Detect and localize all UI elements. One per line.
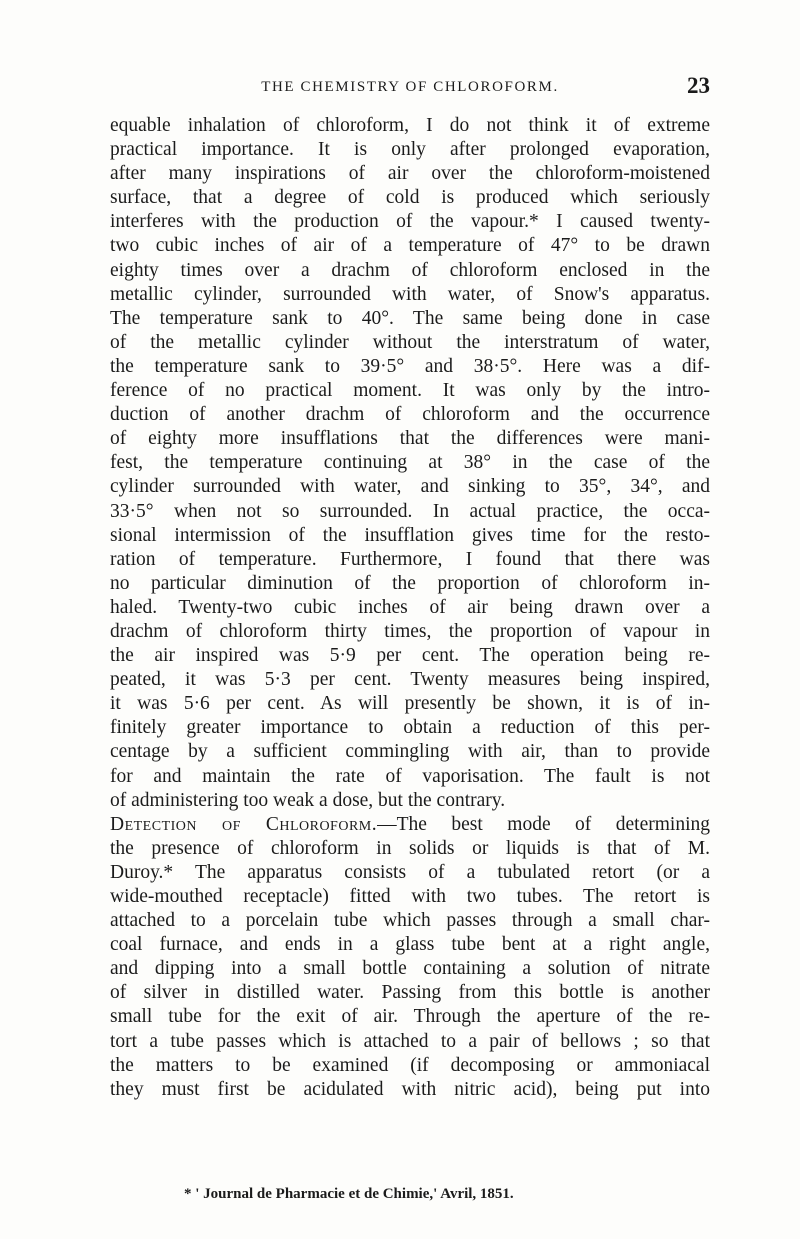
text-line: eighty times over a drachm of chloroform enclosed in the bbox=[110, 259, 710, 281]
text-line: two cubic inches of air of a temperature of 47° to be drawn bbox=[110, 235, 710, 257]
text-line: interferes with the production of the vapour.* I caused twenty- bbox=[110, 211, 710, 233]
text-line: the temperature sank to 39·5° and 38·5°. Here was a dif- bbox=[110, 355, 710, 377]
text-line: attached to a porcelain tube which passes through a small char- bbox=[110, 910, 710, 932]
text-line: after many inspirations of air over the chloroform-moistened bbox=[110, 163, 710, 185]
text-line: finitely greater importance to obtain a reduction of this per- bbox=[110, 717, 710, 739]
body-text bbox=[110, 114, 710, 1102]
text-line: cylinder surrounded with water, and sinking to 35°, 34°, and bbox=[110, 476, 710, 498]
text-line: 33·5° when not so surrounded. In actual practice, the occa- bbox=[110, 500, 710, 522]
text-line: surface, that a degree of cold is produced which seriously bbox=[110, 187, 710, 209]
text-line: they must first be acidulated with nitric acid), being put into bbox=[110, 1078, 710, 1100]
text-line: coal furnace, and ends in a glass tube bent at a right angle, bbox=[110, 934, 710, 956]
running-title: THE CHEMISTRY OF CHLOROFORM. bbox=[261, 79, 559, 95]
text-line: drachm of chloroform thirty times, the proportion of vapour in bbox=[110, 620, 710, 642]
text-line: duction of another drachm of chloroform and the occurrence bbox=[110, 404, 710, 426]
text-line: it was 5·6 per cent. As will presently be shown, it is of in- bbox=[110, 693, 710, 715]
text-line: The temperature sank to 40°. The same being done in case bbox=[110, 307, 710, 329]
section-first-line bbox=[110, 813, 710, 837]
text-line: tort a tube passes which is attached to a pair of bellows ; so that bbox=[110, 1030, 710, 1052]
text-line: sional intermission of the insufflation gives time for the resto- bbox=[110, 524, 710, 546]
text-line: of administering too weak a dose, but the contrary. bbox=[110, 789, 506, 811]
text-line: of the metallic cylinder without the interstratum of water, bbox=[110, 331, 710, 353]
text-line: and dipping into a small bottle containing a solution of nitrate bbox=[110, 958, 710, 980]
text-line: peated, it was 5·3 per cent. Twenty measures being inspired, bbox=[110, 669, 710, 691]
text-line: of eighty more insufflations that the differences were mani- bbox=[110, 428, 710, 450]
section-heading: Detection of Chloroform. bbox=[110, 813, 378, 835]
section-first-line-rest: —The best mode of determining bbox=[377, 813, 710, 835]
text-line: Duroy.* The apparatus consists of a tubulated retort (or a bbox=[110, 861, 710, 883]
text-line: no particular diminution of the proportion of chloroform in- bbox=[110, 572, 710, 594]
text-line: for and maintain the rate of vaporisation. The fault is not bbox=[110, 765, 710, 787]
text-line: small tube for the exit of air. Through the aperture of the re- bbox=[110, 1006, 710, 1028]
text-line: haled. Twenty-two cubic inches of air being drawn over a bbox=[110, 596, 710, 618]
text-line: of silver in distilled water. Passing from this bottle is another bbox=[110, 982, 710, 1004]
text-line: ration of temperature. Furthermore, I found that there was bbox=[110, 548, 710, 570]
text-line: metallic cylinder, surrounded with water, of Snow's apparatus. bbox=[110, 283, 710, 305]
text-line: the presence of chloroform in solids or liquids is that of M. bbox=[110, 837, 710, 859]
footnote: * ' Journal de Pharmacie et de Chimie,' Avril, 1851. bbox=[184, 1186, 514, 1202]
running-head bbox=[110, 74, 710, 100]
page-number: 23 bbox=[687, 73, 710, 98]
text-line: the air inspired was 5·9 per cent. The operation being re- bbox=[110, 645, 710, 667]
text-line: equable inhalation of chloroform, I do not think it of extreme bbox=[110, 115, 710, 136]
text-line: the matters to be examined (if decomposing or ammoniacal bbox=[110, 1054, 710, 1076]
text-line: practical importance. It is only after prolonged evaporation, bbox=[110, 139, 710, 161]
text-line: ference of no practical moment. It was only by the intro- bbox=[110, 380, 710, 402]
text-line: wide-mouthed receptacle) fitted with two tubes. The retort is bbox=[110, 886, 710, 907]
text-line: fest, the temperature continuing at 38° in the case of the bbox=[110, 452, 710, 474]
text-line: centage by a sufficient commingling with air, than to provide bbox=[110, 741, 710, 763]
